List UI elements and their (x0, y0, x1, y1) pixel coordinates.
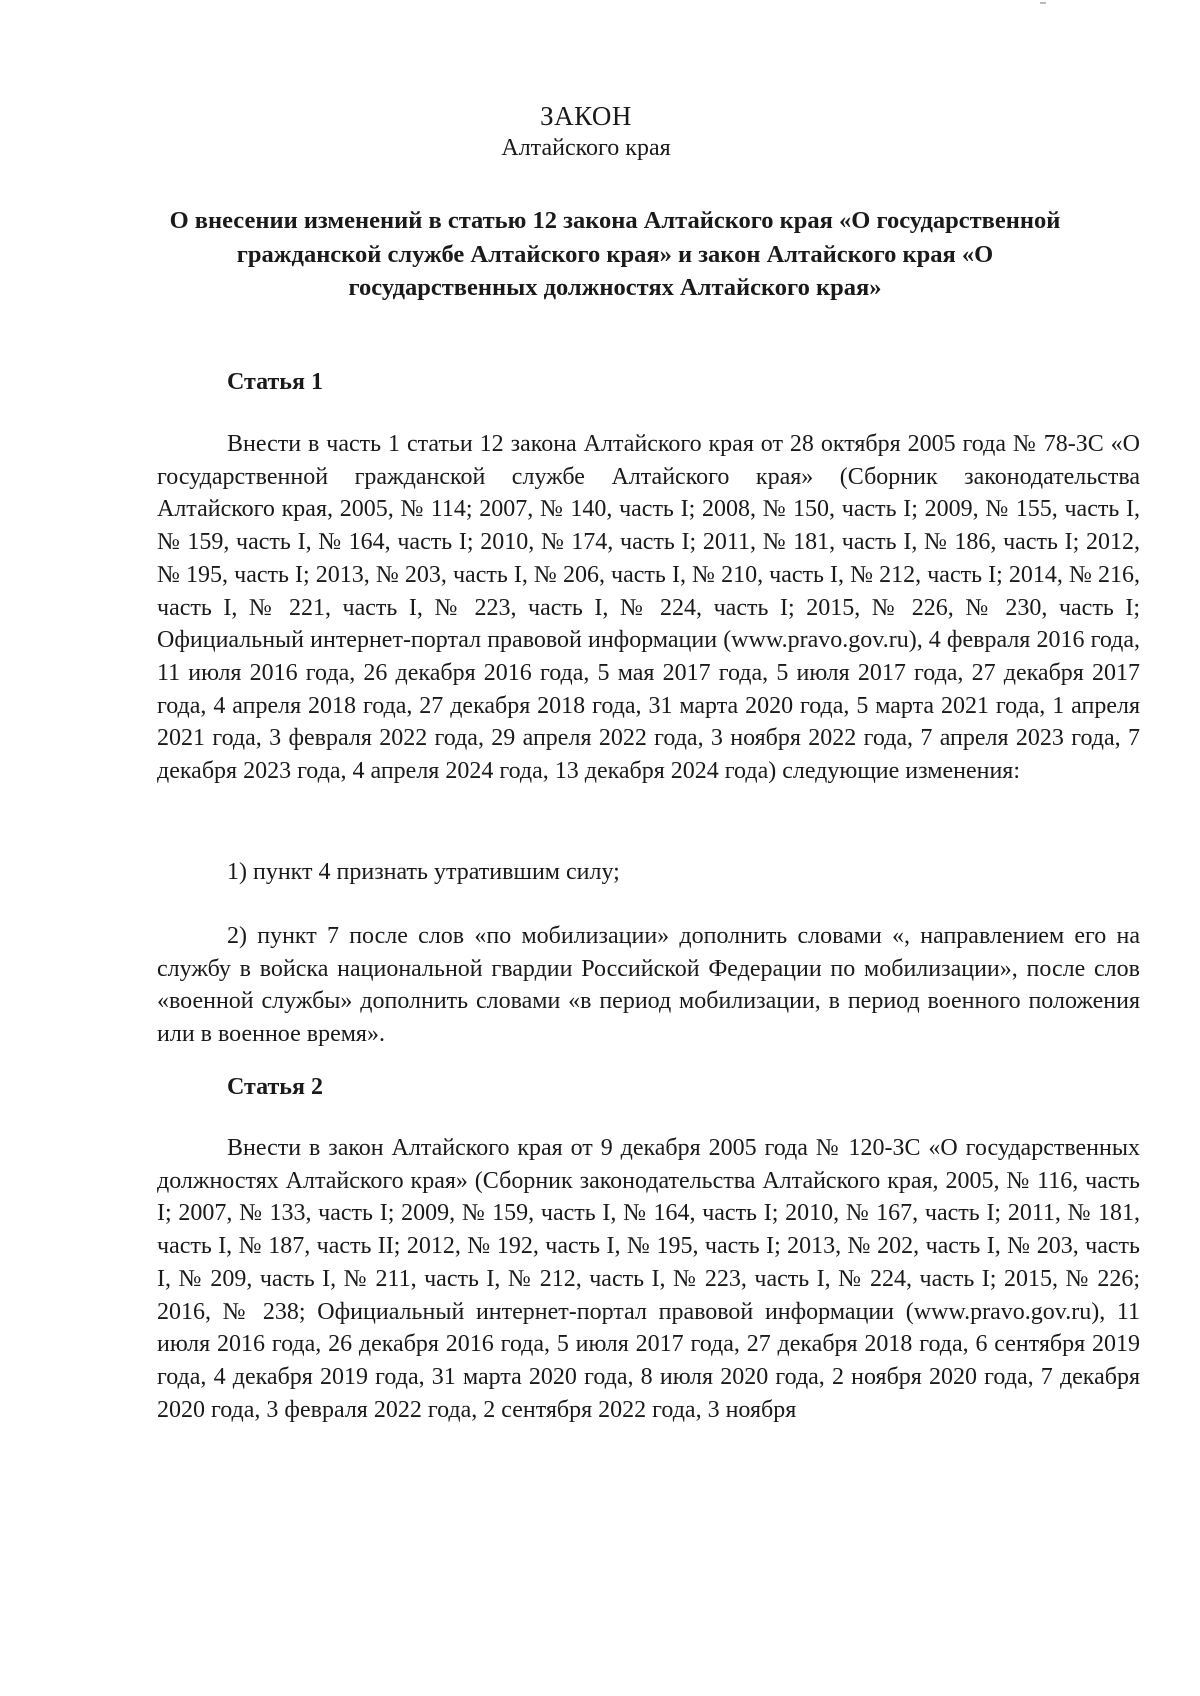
article-1-intro: Внести в часть 1 статьи 12 закона Алтайского края от 28 октября 2005 года № 78-ЗС «О государственной гражданской службе Алтайского края» (Сборник законодательства Алтайского края, 2005, № 114; 2007, № 140, часть I; 2008, № 150, часть I; 2009, № 155, часть I, № 159, часть I, № 164, часть I; 2010, № 174, часть I; 2011, № 181, часть I, № 186, часть I; 2012, № 195, часть I; 2013, № 203, часть I, № 206, часть I, № 210, часть I, № 212, часть I; 2014, № 216, часть I, № 221, часть I, № 223, часть I, № 224, часть I; 2015, № 226, № 230, часть I; Официальный интернет-портал правовой информации (www.pravo.gov.ru), 4 февраля 2016 года, 11 июля 2016 года, 26 декабря 2016 года, 5 мая 2017 года, 5 июля 2017 года, 27 декабря 2017 года, 4 апреля 2018 года, 27 декабря 2018 года, 31 марта 2020 года, 5 марта 2021 года, 1 апреля 2021 года, 3 февраля 2022 года, 29 апреля 2022 года, 3 ноября 2022 года, 7 апреля 2023 года, 7 декабря 2023 года, 4 апреля 2024 года, 13 декабря 2024 года) следующие изменения: (157, 431, 1140, 785)
scan-artifact (1040, 2, 1046, 4)
document-type: ЗАКОН (540, 101, 632, 131)
article-1-heading: Статья 1 (227, 369, 323, 395)
document-title: О внесении изменений в статью 12 закона Алтайского края «О государственной гражданской службе Алтайского края» и закон Алтайского края «О государственных должностях Алтайского края» (169, 207, 1061, 301)
article-2-intro: Внести в закон Алтайского края от 9 декабря 2005 года № 120-ЗС «О государственных должностях Алтайского края» (Сборник законодательства Алтайского края, 2005, № 116, часть I; 2007, № 133, часть I; 2009, № 159, часть I, № 164, часть I; 2010, № 167, часть I; 2011, № 181, часть I, № 187, часть II; 2012, № 192, часть I, № 195, часть I; 2013, № 202, часть I, № 203, часть I, № 209, часть I, № 211, часть I, № 212, часть I, № 223, часть I, № 224, часть I; 2015, № 226; 2016, № 238; Официальный интернет-портал правовой информации (www.pravo.gov.ru), 11 июля 2016 года, 26 декабря 2016 года, 5 июля 2017 года, 27 декабря 2018 года, 6 сентября 2019 года, 4 декабря 2019 года, 31 марта 2020 года, 8 июля 2020 года, 2 ноября 2020 года, 7 декабря 2020 года, 3 февраля 2022 года, 2 сентября 2022 года, 3 ноября (157, 1135, 1141, 1423)
document-header (0, 100, 1200, 164)
article-1-item-1: 1) пункт 4 признать утратившим силу; (227, 859, 620, 885)
document-region: Алтайского края (501, 135, 671, 161)
article-1-item-2: 2) пункт 7 после слов «по мобилизации» дополнить словами «, направлением его на службу в войска национальной гвардии Российской Федерации по мобилизации», после слов «военной службы» дополнить словами «в период мобилизации, в период военного положения или в военное время». (157, 923, 1140, 1048)
article-2-heading: Статья 2 (227, 1074, 323, 1100)
